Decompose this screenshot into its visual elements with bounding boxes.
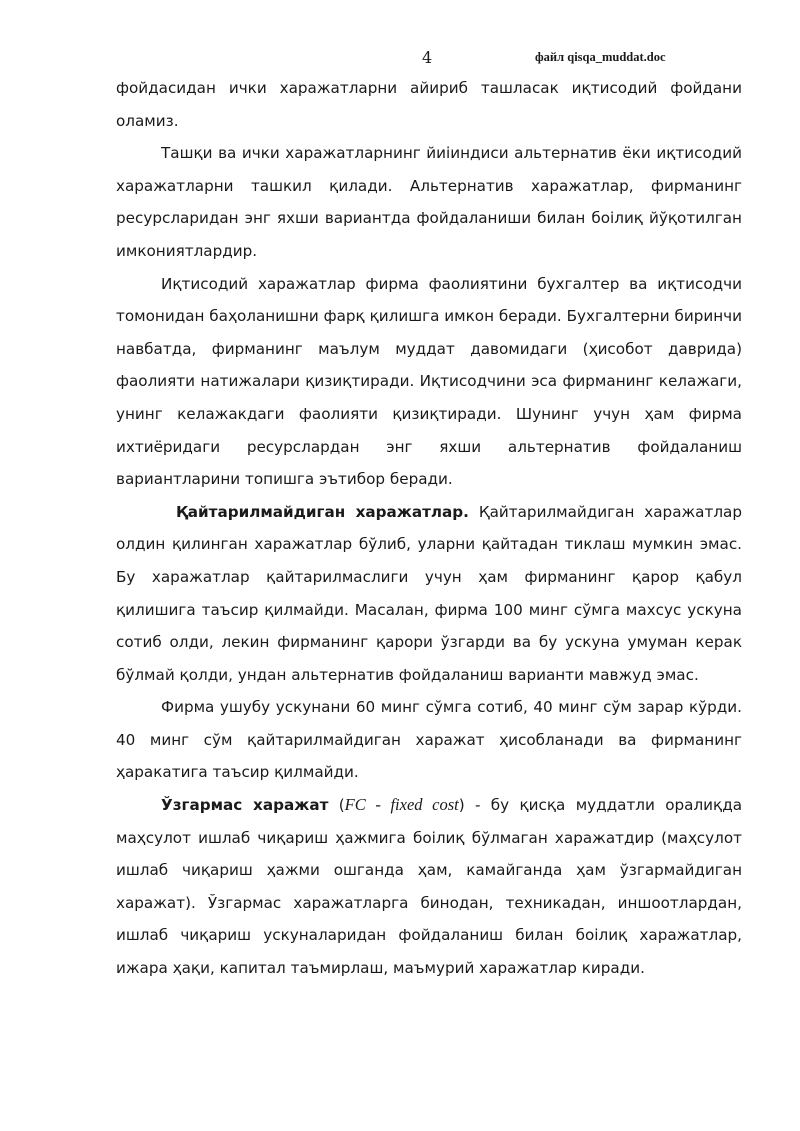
- term-sunk-costs: Қайтарилмайдиган харажатлар.: [176, 502, 469, 521]
- fixed-costs-latin-term: FC - fixed cost: [344, 795, 459, 815]
- fixed-costs-open-paren: (: [328, 796, 345, 815]
- paragraph-alternative-costs: Ташқи ва ички харажатларнинг йиіиндиси альтернатив ёки иқтисодий харажатларни ташкил қилади. Альтернатив харажатлар, фирманинг ресурсларидан энг яхши вариантда фойдаланиши билан боілиқ йўқотилган имкониятлардир.: [116, 144, 742, 260]
- paragraph-economic-profit: фойдасидан ички харажатларни айириб ташласак иқтисодий фойдани оламиз.: [116, 79, 742, 130]
- document-body: [116, 72, 742, 985]
- fixed-costs-text: ) - бу қисқа муддатли оралиқда маҳсулот ишлаб чиқариш ҳажмига боілиқ бўлмаган харажатдир (маҳсулот ишлаб чиқариш ҳажми ошганда ҳам, камайганда ҳам ўзгармайдиган харажат). Ўзгармас харажатларга бинодан, техникадан, иншоотлардан, ишлаб чиқариш ускуналаридан фойдаланиш билан боілиқ харажатлар, ижара ҳақи, капитал таъмирлаш, маъмурий харажатлар киради.: [116, 796, 742, 978]
- sunk-costs-text: Қайтарилмайдиган харажатлар олдин қилинган харажатлар бўлиб, уларни қайтадан тиклаш мумкин эмас. Бу харажатлар қайтарилмаслиги учун ҳам фирманинг қарор қабул қилишига таъсир қилмайди. Масалан, фирма 100 минг сўмга махсус ускуна сотиб олди, лекин фирманинг қарори ўзгарди ва бу ускуна умуман керак бўлмай қолди, ундан альтернатив фойдаланиш варианти мавжуд эмас.: [116, 502, 742, 684]
- paragraph-equipment-example: Фирма ушубу ускунани 60 минг сўмга сотиб, 40 минг сўм зарар кўрди. 40 минг сўм қайтарилмайдиган харажат ҳисобланади ва фирманинг ҳаракатига таъсир қилмайди.: [116, 698, 742, 782]
- paragraph-economic-costs: Иқтисодий харажатлар фирма фаолиятини бухгалтер ва иқтисодчи томонидан баҳоланишни фарқ қилишга имкон беради. Бухгалтерни биринчи навбатда, фирманинг маълум муддат давомидаги (ҳисобот даврида) фаолияти натижалари қизиқтиради. Иқтисодчини эса фирманинг келажаги, унинг келажакдаги фаолияти қизиқтиради. Шунинг учун ҳам фирма ихтиёридаги ресурслардан энг яхши альтернатив фойдаланиш вариантларини топишга эътибор беради.: [116, 274, 742, 489]
- file-name-label: файл qisqa_muddat.doc: [535, 50, 666, 64]
- paragraph-sunk-costs: [116, 496, 742, 692]
- page-number: 4: [422, 48, 433, 67]
- term-fixed-costs: Ўзгармас харажат: [161, 796, 329, 815]
- paragraph-fixed-costs: [116, 789, 742, 985]
